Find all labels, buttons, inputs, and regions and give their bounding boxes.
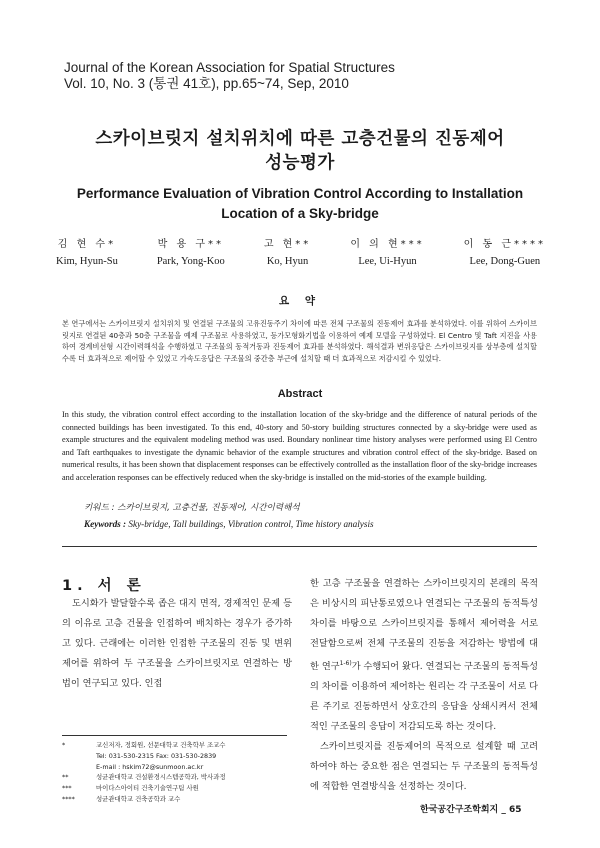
title-korean-line2: 성능평가: [265, 153, 335, 173]
author-name-en: Ko, Hyun: [266, 256, 309, 267]
keywords-ko: [84, 501, 544, 513]
footnote-mark: ****: [62, 794, 75, 803]
title-english-line1: Performance Evaluation of Vibration Control According to Installation: [76, 186, 524, 201]
body-paragraph: 도시화가 발달할수록 좁은 대지 면적, 경제적인 문제 등의 이유로 고층 건물을 인접하여 배치하는 경우가 증가하고 있다. 근래에는 이러한 인접한 구조물의 진동 및 변위 제어를 위하여 두 구조물을 스카이브릿지로 연결하는 방법이 연구되고 있다. 인접: [62, 598, 292, 689]
footnote: [62, 783, 302, 794]
footnote-text: Tel: 031-530-2315 Fax: 031-530-2839: [96, 751, 217, 760]
author-name-ko: 이 의 현***: [350, 239, 425, 250]
author-name-ko: 이 동 근****: [463, 239, 546, 250]
keywords-en-text: Sky-bridge, Tall buildings, Vibration control, Time history analysis: [128, 519, 374, 529]
body-paragraph: [310, 574, 538, 737]
footnotes: [62, 740, 302, 805]
journal-volume: Vol. 10, No. 3 (통권 41호), pp.65~74, Sep, 2010: [64, 76, 349, 91]
reference-marker: 1-6): [339, 660, 352, 667]
footnote-text: 마이다스아이티 건축기술연구팀 사원: [96, 784, 199, 793]
author: [157, 236, 225, 270]
footnote-mark: **: [62, 773, 69, 782]
author: [56, 236, 118, 270]
author-name-ko: 박 용 구**: [157, 239, 224, 250]
journal-name: Journal of the Korean Association for Spatial Structures: [64, 60, 395, 75]
body-paragraph: 스카이브릿지를 진동제어의 목적으로 설계할 때 고려하여야 하는 중요한 점은 연결되는 두 구조물의 동적특성에 적합한 연결방식을 선정하는 것이다.: [310, 741, 538, 793]
keywords-ko-label: 키워드 :: [84, 503, 115, 513]
author-name-en: Kim, Hyun-Su: [56, 256, 118, 267]
author-list: [56, 236, 546, 270]
footnote: [62, 772, 302, 783]
keywords-en: [84, 519, 544, 529]
body-text: 가 수행되어 왔다. 연결되는 구조물의 동적특성의 차이를 이용하여 제어하는 원리는 각 구조물이 서로 다른 주기로 진동하면서 상호간의 응답을 상쇄시켜서 전체적인 구조물의 응답이 저감되도록 하는 것이다.: [310, 661, 538, 733]
author-name-en: Park, Yong-Koo: [156, 256, 225, 267]
abstract-en-text: In this study, the vibration control effect according to the installation location of the sky-bridge and the difference of natural periods of the connected buildings has been investigated. To this end, 40-story and 50-story building structures connected by a sky-bridge were used as example structures and the equivalent modeling method was used. Boundary nonlinear time history analyses were performed using El Centro and Taft earthquakes to investigate the dynamic behavior of the example structures and vibration control effect of the sky-bridge. Based on numerical results, it has been shown that displacement responses can be effectively controlled as the installation floor of the sky-bridge increases and acceleration responses can be effectively reduced when the sky-bridge is installed on the mid-stories of the example building.: [62, 410, 537, 482]
footnote-text: 성균관대학교 건설환경시스템공학과, 박사과정: [96, 773, 226, 782]
footnote: [62, 794, 302, 805]
keywords-ko-text: 스카이브릿지, 고층건물, 진동제어, 시간이력해석: [117, 503, 300, 513]
author: [264, 236, 312, 270]
author: [350, 236, 424, 270]
author-name-en: Lee, Ui-Hyun: [358, 256, 417, 267]
footnote-text: 교신저자, 정회원, 선문대학교 건축학부 조교수: [96, 741, 226, 749]
footnote-text: E-mail : hskim72@sunmoon.ac.kr: [96, 762, 204, 771]
abstract-ko-heading: 요 약: [279, 295, 321, 307]
title-english-line2: Location of a Sky-bridge: [221, 206, 379, 221]
page-footer: 한국공간구조학회지 _ 65: [420, 805, 522, 815]
divider: [62, 546, 537, 547]
author-name-ko: 고 현**: [263, 239, 312, 250]
footnote-text: 성균관대학교 건축공학과 교수: [96, 794, 181, 803]
author-name-en: Lee, Dong-Guen: [469, 256, 541, 267]
title-korean-line1: 스카이브릿지 설치위치에 따른 고층건물의 진동제어: [95, 129, 505, 149]
abstract-en-heading: Abstract: [277, 388, 323, 400]
body-text: 한 고층 구조물을 연결하는 스카이브릿지의 본래의 목적은 비상시의 피난통로였으나 연결되는 구조물의 동적특성 차이를 바탕으로 스카이브릿지를 통해서 제어력을 서로 전달함으로써 전체 구조물의 진동을 저감하는 방법에 대한 연구: [310, 578, 538, 673]
author-name-ko: 김 현 수*: [57, 239, 117, 250]
abstract-ko-text: 본 연구에서는 스카이브릿지 설치위치 및 연결된 구조물의 고유진동주기 차이에 따른 전체 구조물의 진동제어 효과를 분석하였다. 이를 위하여 스카이브릿지로 연결된 40층과 50층 구조물을 예제 구조물로 사용하였고, 등가모형화기법을 이용하여 예제 모델을 구성하였다. El Centro 및 Taft 지진을 사용하여 경계비선형 시간이력해석을 수행하였고 구조물의 동적거동과 진동제어 효과를 분석하였다. 해석결과 변위응답은 스카이브릿지를 상부층에 설치할수록 더 효과적으로 제어할 수 있었고 가속도응답은 구조물의 중간층 부근에 설치할 때 더 효과적으로 저감시킬 수 있었다.: [62, 319, 537, 363]
body-left-column: [62, 594, 292, 694]
keywords-en-label: Keywords :: [84, 519, 127, 529]
section-heading: 1. 서 론: [62, 578, 146, 594]
body-right-column: [310, 574, 538, 797]
footnote-divider: [62, 735, 287, 736]
author: [464, 236, 546, 270]
footnote-mark: ***: [62, 784, 72, 793]
journal-header: [64, 60, 544, 92]
footnote-mark: *: [62, 741, 66, 749]
footnote: [62, 740, 302, 772]
